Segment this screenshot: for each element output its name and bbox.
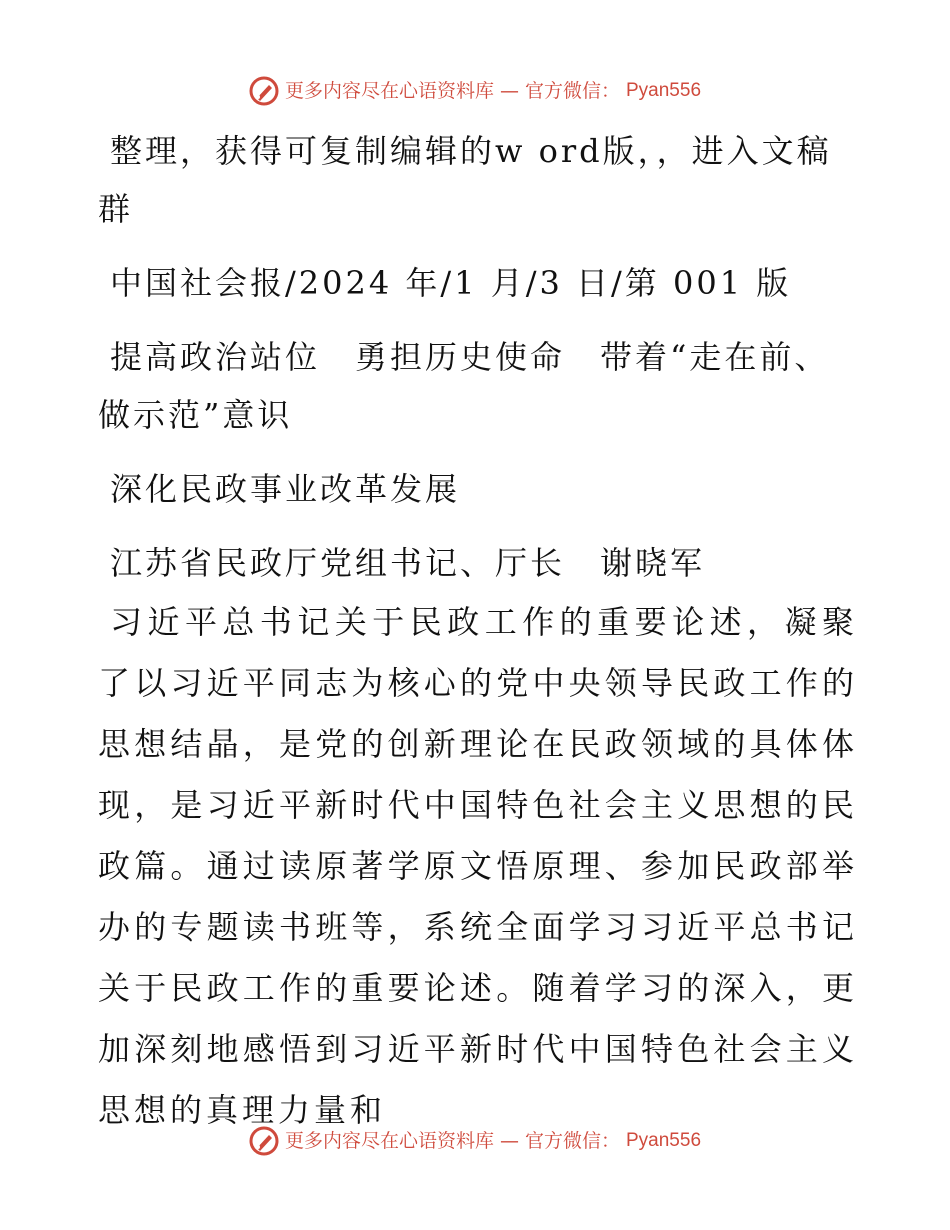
source-line: 中国社会报/2024 年/1 月/3 日/第 001 版 (110, 264, 792, 302)
watermark-wechat-id: Pyan556 (626, 1130, 702, 1151)
body-paragraph: 习近平总书记关于民政工作的重要论述，凝聚了以习近平同志为核心的党中央领导民政工作的思想结晶，是党的创新理论在民政领域的具体体现，是习近平新时代中国特色社会主义思想的民政篇。通过读原著学原文悟原理、参加民政部举办的专题读书班等，系统全面学习习近平总书记关于民政工作的重要论述。随着学习的深入，更加深刻地感悟到习近平新时代中国特色社会主义思想的真理力量和 (98, 603, 858, 1129)
intro-line: 整理，获得可复制编辑的w ord版，，进入文稿群 (98, 132, 832, 228)
watermark-official-label: 官方微信： (524, 1130, 620, 1152)
pen-logo-icon (249, 76, 279, 106)
pen-logo-icon (249, 1126, 279, 1156)
headline: 提高政治站位 勇担历史使命 带着“走在前、做示范”意识 (98, 338, 830, 434)
watermark-separator: — (499, 80, 519, 102)
watermark-wechat-id: Pyan556 (626, 80, 702, 101)
document-body (98, 122, 858, 1141)
header-watermark (0, 76, 950, 106)
author-line: 江苏省民政厅党组书记、厅长 谢晓军 (110, 544, 706, 582)
footer-watermark (0, 1126, 950, 1156)
watermark-brand-text: 更多内容尽在心语资料库 (284, 80, 494, 102)
watermark-separator: — (499, 1130, 519, 1152)
watermark-brand-text: 更多内容尽在心语资料库 (284, 1130, 494, 1152)
watermark-official-label: 官方微信： (524, 80, 620, 102)
subheadline: 深化民政事业改革发展 (110, 470, 461, 508)
